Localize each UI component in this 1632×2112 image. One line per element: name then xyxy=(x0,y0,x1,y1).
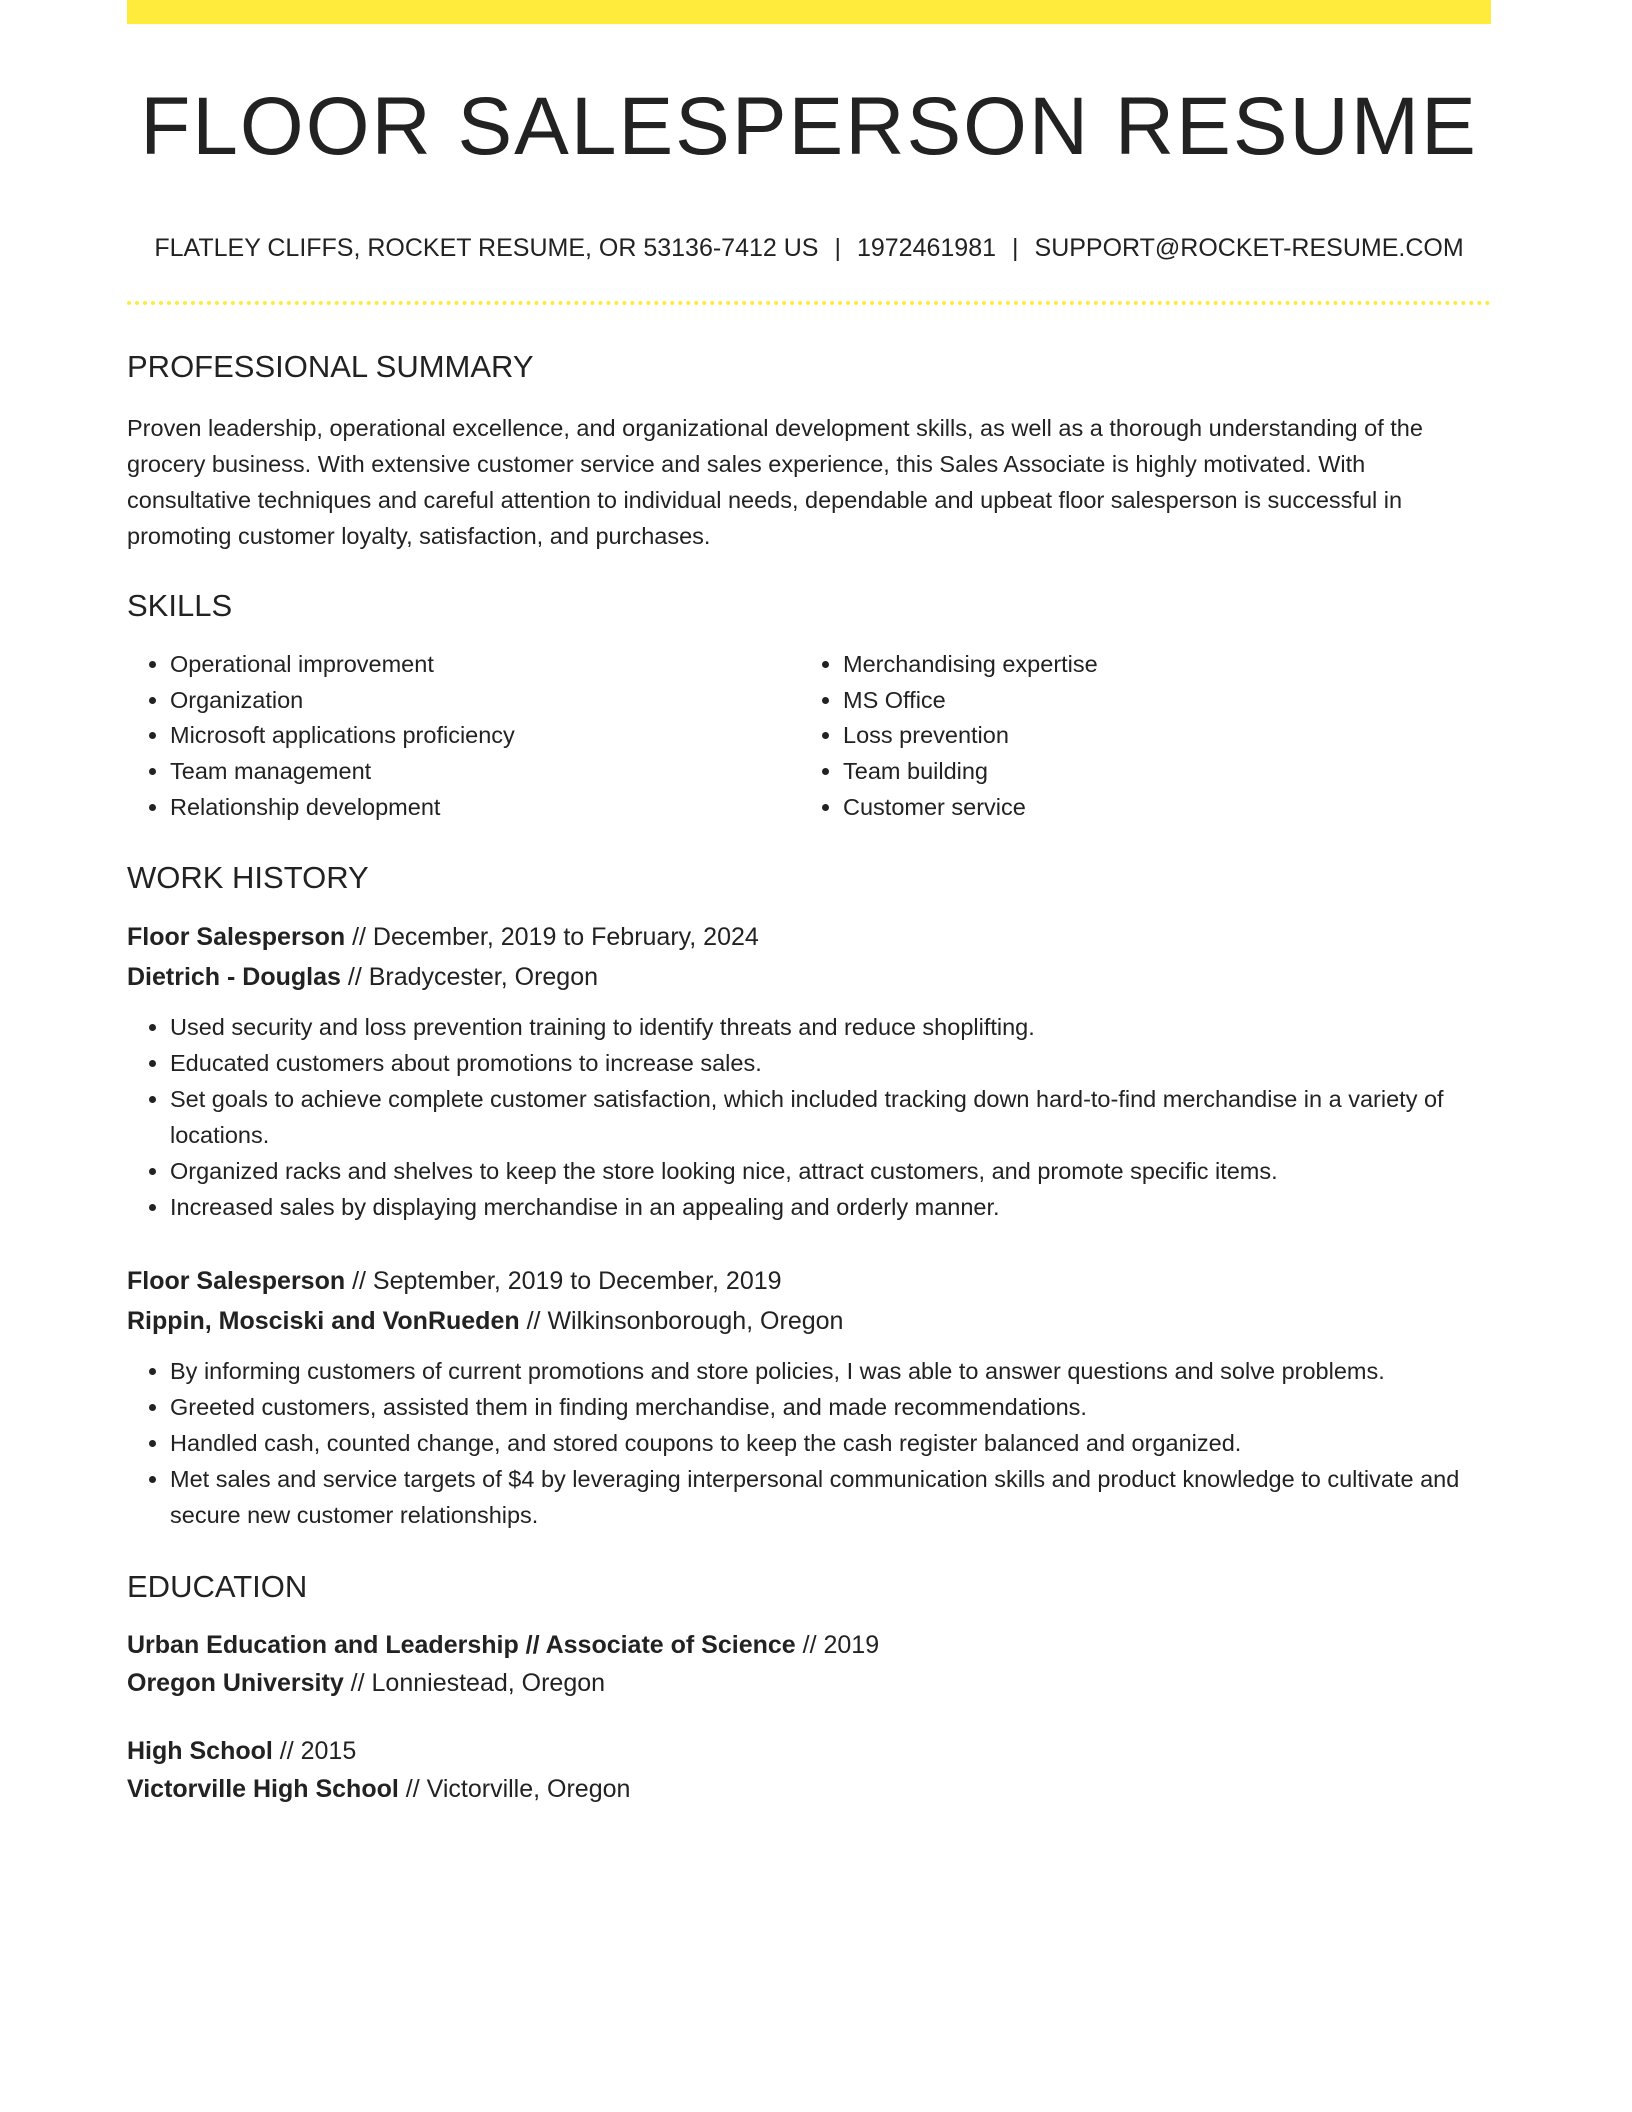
resume-page xyxy=(127,0,1491,1808)
education-school-line xyxy=(127,1770,1491,1808)
education-school: Oregon University xyxy=(127,1668,344,1697)
job-title: Floor Salesperson xyxy=(127,1266,346,1295)
education-degree-line xyxy=(127,1626,1491,1664)
duty-item: • Used security and loss prevention training to identify threats and reduce shoplifting. xyxy=(170,1009,1491,1045)
job-duties xyxy=(127,1353,1491,1533)
skill-item: • Team management xyxy=(170,754,800,790)
job-company-line xyxy=(127,1301,1491,1341)
education-entry xyxy=(127,1732,1491,1808)
job-dates: December, 2019 to February, 2024 xyxy=(372,922,759,951)
job-title-line xyxy=(127,917,1491,957)
summary-heading: PROFESSIONAL SUMMARY xyxy=(127,349,534,384)
resume-title: FLOOR SALESPERSON RESUME xyxy=(140,81,1478,172)
education-degree-line xyxy=(127,1732,1491,1770)
education-location: Lonniestead, Oregon xyxy=(371,1668,606,1697)
field-separator: // xyxy=(345,922,373,951)
duty-item: • Handled cash, counted change, and stored coupons to keep the cash register balanced and organized. xyxy=(170,1425,1491,1461)
duty-item: • Organized racks and shelves to keep the store looking nice, attract customers, and promote specific items. xyxy=(170,1153,1491,1189)
skill-item: • Customer service xyxy=(843,790,1473,826)
skill-item: • Operational improvement xyxy=(170,647,800,683)
skill-item: • Team building xyxy=(843,754,1473,790)
skill-item: • Loss prevention xyxy=(843,718,1473,754)
duty-item: • Increased sales by displaying merchandise in an appealing and orderly manner. xyxy=(170,1189,1491,1225)
skills-column-right xyxy=(800,647,1473,826)
education-heading: EDUCATION xyxy=(127,1568,308,1604)
education-entry xyxy=(127,1626,1491,1702)
skill-item: • Relationship development xyxy=(170,790,800,826)
skill-item: • Microsoft applications proficiency xyxy=(170,718,800,754)
job-location: Wilkinsonborough, Oregon xyxy=(547,1306,844,1335)
contact-phone: 1972461981 xyxy=(856,234,997,262)
job-title-line xyxy=(127,1261,1491,1301)
job-title: Floor Salesperson xyxy=(127,922,346,951)
skill-item: • MS Office xyxy=(843,683,1473,719)
contact-line xyxy=(127,236,1491,261)
duty-item: • Educated customers about promotions to increase sales. xyxy=(170,1045,1491,1081)
dotted-divider xyxy=(127,301,1491,305)
field-separator: // xyxy=(272,1736,301,1765)
field-separator: // xyxy=(398,1774,427,1803)
duty-item: • Greeted customers, assisted them in finding merchandise, and made recommendations. xyxy=(170,1389,1491,1425)
contact-separator: | xyxy=(834,234,841,262)
field-separator: // xyxy=(519,1306,548,1335)
job-company-line xyxy=(127,957,1491,997)
job-entry xyxy=(127,917,1491,1225)
accent-top-bar xyxy=(127,0,1491,24)
education-degree: High School xyxy=(127,1736,273,1765)
skills-list xyxy=(127,647,1491,826)
education-year: 2019 xyxy=(823,1630,880,1659)
contact-email: SUPPORT@ROCKET-RESUME.COM xyxy=(1034,234,1464,262)
education-year: 2015 xyxy=(300,1736,357,1765)
education-school: Victorville High School xyxy=(127,1774,399,1803)
duty-item: • By informing customers of current promotions and store policies, I was able to answer questions and solve problems. xyxy=(170,1353,1491,1389)
skill-item: • Merchandising expertise xyxy=(843,647,1473,683)
job-dates: September, 2019 to December, 2019 xyxy=(372,1266,782,1295)
duty-item: • Set goals to achieve complete customer satisfaction, which included tracking down hard-to-find merchandise in a variety of locations. xyxy=(170,1081,1491,1153)
work-history-heading: WORK HISTORY xyxy=(127,859,369,895)
contact-address: FLATLEY CLIFFS, ROCKET RESUME, OR 53136-7412 US xyxy=(154,234,819,262)
field-separator: // xyxy=(343,1668,372,1697)
education-school-line xyxy=(127,1664,1491,1702)
field-separator: // xyxy=(340,962,369,991)
contact-separator: | xyxy=(1012,234,1019,262)
field-separator: // xyxy=(795,1630,824,1659)
job-company: Dietrich - Douglas xyxy=(127,962,341,991)
job-company: Rippin, Mosciski and VonRueden xyxy=(127,1306,520,1335)
skill-item: • Organization xyxy=(170,683,800,719)
job-location: Bradycester, Oregon xyxy=(368,962,599,991)
education-degree: Urban Education and Leadership // Associate of Science xyxy=(127,1630,796,1659)
summary-text: Proven leadership, operational excellence, and organizational development skills, as well as a thorough understanding of the grocery business. With extensive customer service and sales experience, this Sales Associate is highly motivated. With consultative techniques and careful attention to individual needs, dependable and upbeat floor salesperson is successful in promoting customer loyalty, satisfaction, and purchases. xyxy=(127,415,1423,549)
duty-item: • Met sales and service targets of $4 by leveraging interpersonal communication skills and product knowledge to cultivate and secure new customer relationships. xyxy=(170,1461,1491,1533)
job-entry xyxy=(127,1261,1491,1533)
job-duties xyxy=(127,1009,1491,1225)
skills-column-left xyxy=(127,647,800,826)
skills-heading: SKILLS xyxy=(127,588,233,623)
field-separator: // xyxy=(345,1266,373,1295)
education-location: Victorville, Oregon xyxy=(426,1774,631,1803)
